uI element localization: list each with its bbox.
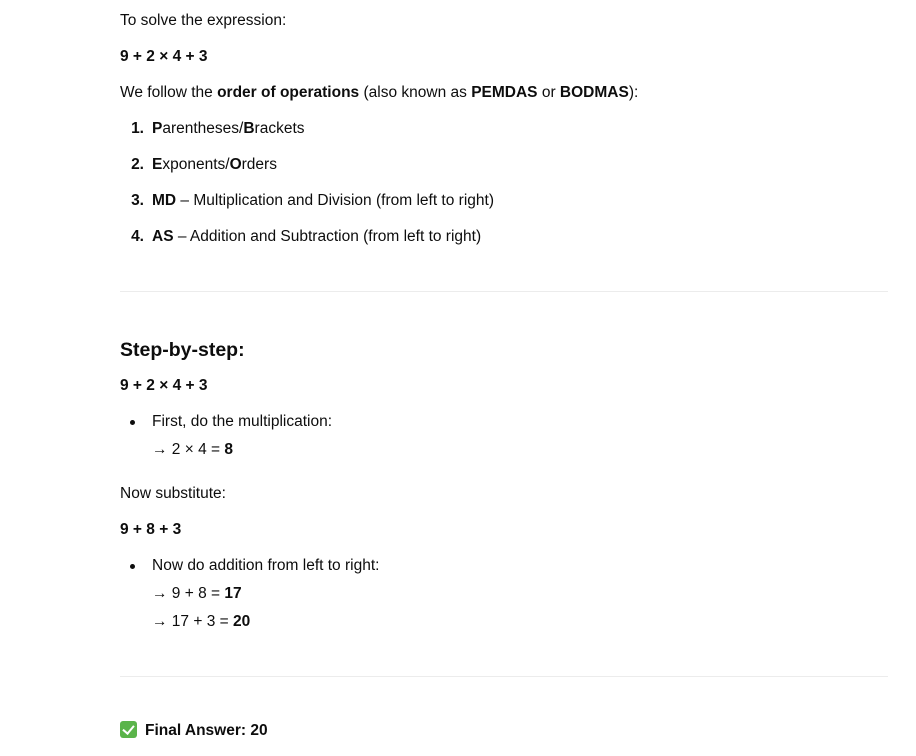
calc-result: 8 xyxy=(224,441,234,458)
final-answer xyxy=(120,720,268,742)
list-text: rackets xyxy=(254,120,305,137)
initial-letter: E xyxy=(152,156,163,173)
order-list-item xyxy=(120,118,305,140)
expression: 9 + 2 × 4 + 3 xyxy=(120,48,208,65)
order-sentence xyxy=(120,82,638,104)
order-sentence-mid2: or xyxy=(537,84,560,101)
list-text: xponents/ xyxy=(162,156,230,173)
order-list-item xyxy=(120,190,494,212)
order-of-operations-term: order of operations xyxy=(217,84,360,101)
final-answer-text: Final Answer: 20 xyxy=(145,722,268,739)
list-term: MD xyxy=(152,192,177,209)
step2-calculation-1 xyxy=(152,583,242,605)
step-expression: 9 + 2 × 4 + 3 xyxy=(120,377,208,394)
initial-letter: O xyxy=(229,156,242,173)
pemdas-term: PEMDAS xyxy=(471,84,538,101)
calc-result: 17 xyxy=(224,585,242,602)
substituted-expression: 9 + 8 + 3 xyxy=(120,521,182,538)
step-heading: Step-by-step: xyxy=(120,339,245,361)
calc-text: → 2 × 4 = xyxy=(152,441,225,458)
bullet-icon xyxy=(130,564,135,569)
bullet-item xyxy=(120,555,620,577)
list-number: 2. xyxy=(131,156,144,173)
list-text: – Addition and Subtraction (from left to right) xyxy=(173,228,482,245)
step2-calculation-2 xyxy=(152,611,250,633)
list-number: 3. xyxy=(131,192,144,209)
list-number: 1. xyxy=(131,120,144,137)
step1-calculation xyxy=(152,439,233,461)
divider xyxy=(120,291,888,292)
order-list-item xyxy=(120,226,481,248)
list-number: 4. xyxy=(131,228,144,245)
list-text: – Multiplication and Division (from left to right) xyxy=(176,192,494,209)
check-mark-button-icon xyxy=(120,721,137,738)
step2-label: Now do addition from left to right: xyxy=(152,557,380,574)
list-term: AS xyxy=(152,228,174,245)
order-sentence-post: ): xyxy=(628,84,639,101)
intro-text: To solve the expression: xyxy=(120,12,287,29)
calc-result: 20 xyxy=(233,613,251,630)
list-text: rders xyxy=(241,156,277,173)
initial-letter: B xyxy=(243,120,255,137)
bullet-icon xyxy=(130,420,135,425)
order-sentence-pre: We follow the xyxy=(120,84,218,101)
calc-text: → 9 + 8 = xyxy=(152,585,225,602)
step1-label: First, do the multiplication: xyxy=(152,413,333,430)
calc-text: → 17 + 3 = xyxy=(152,613,233,630)
bullet-item xyxy=(120,411,620,433)
order-list-item xyxy=(120,154,277,176)
order-sentence-mid1: (also known as xyxy=(359,84,472,101)
substitute-label: Now substitute: xyxy=(120,485,226,502)
divider xyxy=(120,676,888,677)
list-text: arentheses/ xyxy=(162,120,244,137)
bodmas-term: BODMAS xyxy=(559,84,629,101)
initial-letter: P xyxy=(152,120,163,137)
